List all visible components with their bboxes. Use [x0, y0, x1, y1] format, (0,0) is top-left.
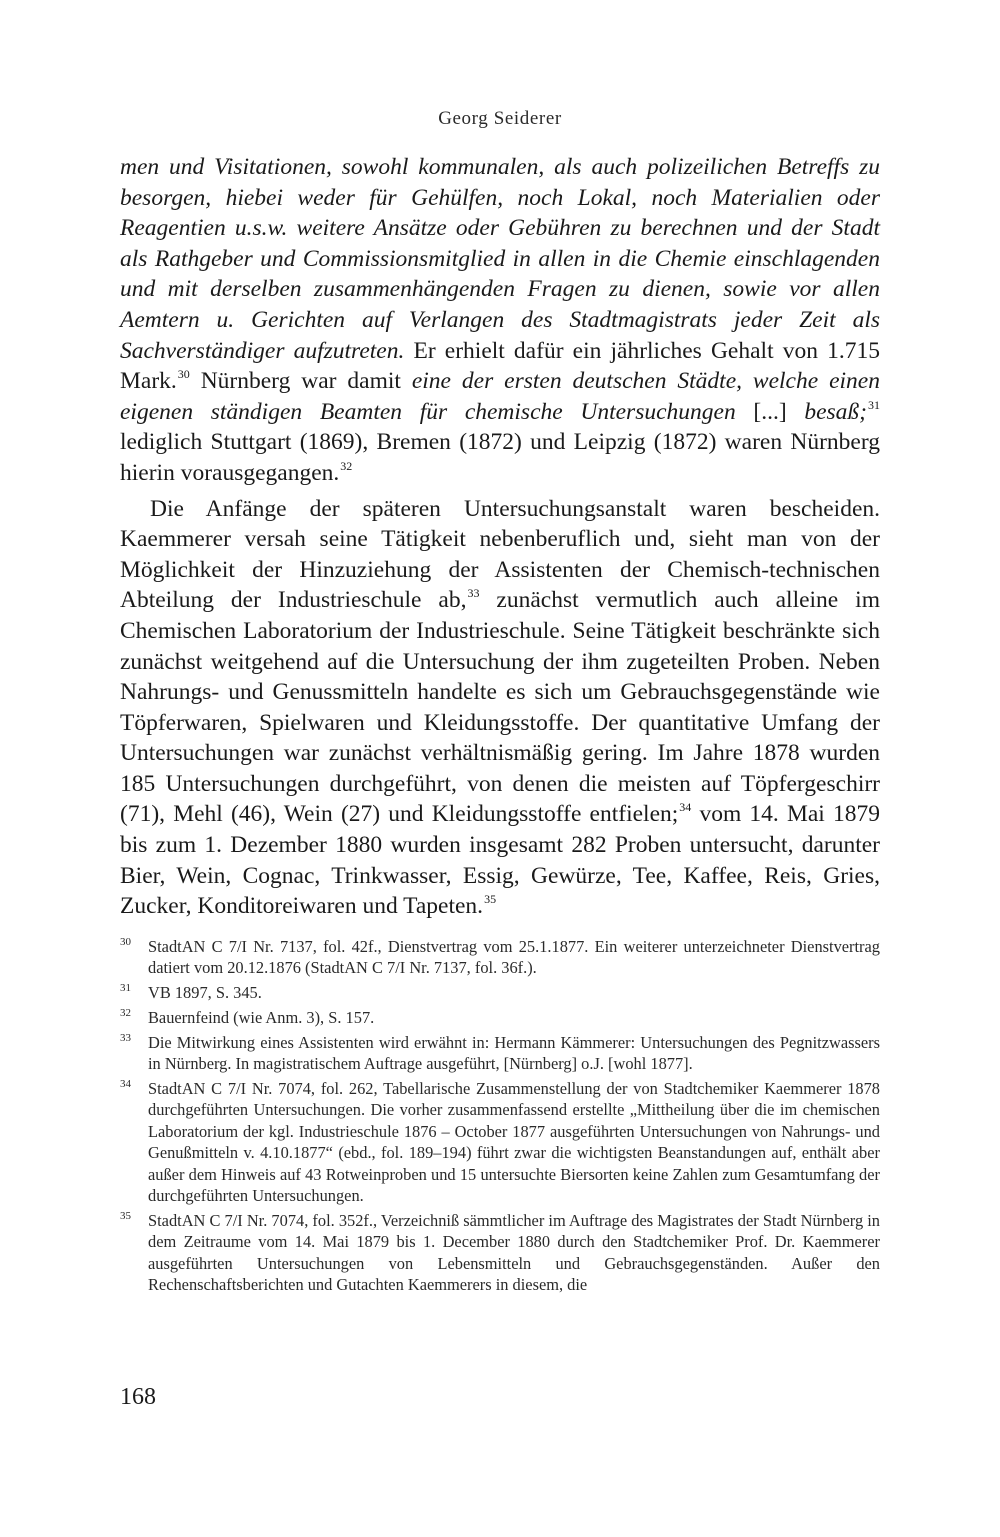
- footnote-ref-30[interactable]: 30: [177, 367, 190, 382]
- footnote-ref-31[interactable]: 31: [868, 397, 880, 412]
- page-number: 168: [120, 1384, 156, 1410]
- footnote-number: 33: [120, 1031, 131, 1044]
- footnote-number: 34: [120, 1078, 131, 1090]
- text-run: [...]: [735, 398, 805, 425]
- text-run: lediglich Stuttgart (1869), Bremen (1872) und Leipzig (1872) waren Nürnberg hierin vorausgegangen.: [120, 429, 880, 486]
- paragraph-2: [120, 494, 880, 922]
- text-run: Nürnberg war damit: [189, 368, 412, 395]
- footnote-33: [120, 1032, 880, 1075]
- footnote-35: [120, 1210, 880, 1296]
- footnote-number: 32: [120, 1007, 131, 1019]
- text-run: Die Anfänge der späteren Untersuchungsanstalt waren bescheiden. Kaemmerer versah seine Tätigkeit nebenberuflich und, sieht man von der Möglichkeit der Hinzuziehung der Assistenten der Chemisch-technischen Abteilung der Industrieschule ab,: [120, 495, 880, 614]
- footnote-ref-35[interactable]: 35: [484, 892, 497, 907]
- text-run: vom 14. Mai 1879 bis zum 1. Dezember 1880 wurden insgesamt 282 Proben untersucht, darunter Bier, Wein, Cognac, Trinkwasser, Essig, Gewürze, Tee, Kaffee, Reis, Gries, Zucker, Konditoreiwaren und Tapeten.: [120, 801, 881, 920]
- paragraph-1: [120, 152, 880, 489]
- footnote-number: 30: [120, 936, 131, 948]
- footnote-31: [120, 982, 880, 1003]
- footnote-text: Bauernfeind (wie Anm. 3), S. 157.: [148, 1008, 375, 1027]
- quote-possessed: besaß;: [804, 398, 867, 425]
- footnote-number: 35: [120, 1209, 131, 1222]
- footnotes: [120, 936, 880, 1299]
- running-head: Georg Seiderer: [438, 108, 562, 129]
- quote-contract: men und Visitationen, sowohl kommunalen, als auch polizeilichen Betreffs zu besorgen, hiebei weder für Gehülfen, noch Lokal, noch Materialien oder Reagentien u.s.w. weitere Ansätze oder Gebühren zu berechnen und der Stadt als Rathgeber und Commissionsmitglied in allen in die Chemie einschlagenden und mit derselben zusammenhängenden Fragen zu dienen, sowie vor allen Aemtern u. Gerichten auf Verlangen des Stadtmagistrats jeder Zeit als Sachverständiger aufzutreten.: [120, 154, 880, 364]
- footnote-text: StadtAN C 7/I Nr. 7074, fol. 262, Tabellarische Zusammenstellung der von Stadtchemiker Kaemmerer 1878 durchgeführten Untersuchungen. Die vorher zusammenfassend erstellte „Mittheilung über die im chemischen Laboratorium der kgl. Industrieschule 1876 – October 1877 ausgeführten Untersuchungen von Nahrungs- und Genußmitteln v. 4.10.1877“ (ebd., fol. 189–194) führt zwar die wichtigsten Beanstandungen auf, enthält aber außer dem Hinweis auf 43 Rotweinproben und 15 untersuchte Biersorten keine Zahlen zum Gesamtumfang der durchgeführten Untersuchungen.: [148, 1079, 880, 1206]
- quote-first-cities: eine der ersten deutschen Städte, welche einen eigenen ständigen Beamten für chemische Untersuchungen: [120, 368, 880, 425]
- footnote-32: [120, 1007, 880, 1028]
- body-text: [120, 152, 880, 922]
- text-run: zunächst vermutlich auch alleine im Chemischen Laboratorium der Industrieschule. Seine Tätigkeit beschränkte sich zunächst weitgehend auf die Untersuchung der ihm zugeteilten Proben. Neben Nahrungs- und Genussmitteln handelte es sich um Gebrauchsgegenstände wie Töpferwaren, Spielwaren und Kleidungsstoffe. Der quantitative Umfang der Untersuchungen war zunächst verhältnismäßig gering. Im Jahre 1878 wurden 185 Untersuchungen durchgeführt, von denen die meisten auf Töpfergeschirr (71), Mehl (46), Wein (27) und Kleidungsstoffe entfielen;: [120, 587, 880, 828]
- footnote-number: 31: [120, 982, 131, 995]
- footnote-text: Die Mitwirkung eines Assistenten wird erwähnt in: Hermann Kämmerer: Untersuchungen des Pegnitzwassers in Nürnberg. In magistratischem Auftrage ausgeführt, [Nürnberg] o.J. [wohl 1877].: [148, 1032, 880, 1074]
- footnote-ref-34[interactable]: 34: [679, 800, 692, 815]
- footnote-ref-32[interactable]: 32: [340, 458, 353, 473]
- footnote-34: [120, 1078, 880, 1206]
- footnote-text: StadtAN C 7/I Nr. 7137, fol. 42f., Dienstvertrag vom 25.1.1877. Ein weiterer unterzeichneter Dienstvertrag datiert vom 20.12.1876 (StadtAN C 7/I Nr. 7137, fol. 36f.).: [148, 937, 880, 978]
- text-run: Er erhielt dafür ein jährliches Gehalt von 1.715 Mark.: [120, 337, 880, 395]
- footnote-30: [120, 936, 880, 979]
- footnote-ref-33[interactable]: 33: [467, 586, 480, 601]
- footnote-text: VB 1897, S. 345.: [148, 983, 262, 1003]
- footnote-text: StadtAN C 7/I Nr. 7074, fol. 352f., Verzeichniß sämmtlicher im Auftrage des Magistrates der Stadt Nürnberg in dem Zeitraume vom 14. Mai 1879 bis 1. December 1880 durch den Stadtchemiker Prof. Dr. Kaemmerer ausgeführten Untersuchungen von Lebensmitteln und Gebrauchsgegenständen. Außer den Rechenschaftsberichten und Gutachten Kaemmerers in diesem, die: [148, 1210, 880, 1295]
